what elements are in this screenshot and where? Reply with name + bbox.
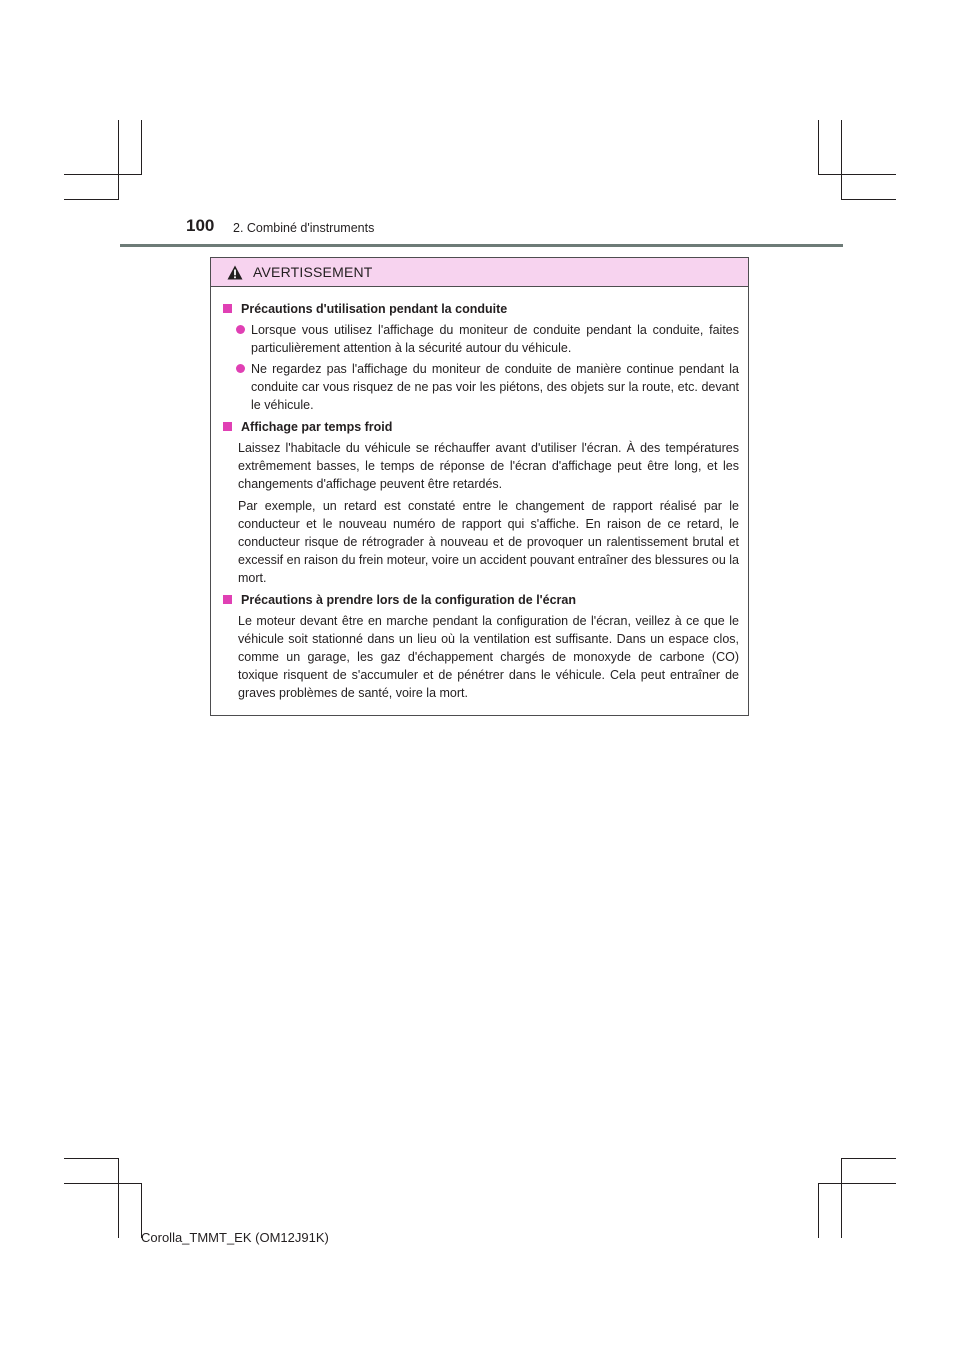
header-rule (120, 244, 843, 247)
square-bullet-icon (223, 304, 232, 313)
crop-mark (841, 1158, 896, 1159)
crop-mark (818, 120, 819, 175)
list-item: Lorsque vous utilisez l'affichage du moniteur de conduite pendant la conduite, faites particulièrement attention à la sécurité autour du véhicule. (220, 321, 739, 357)
chapter-title: 2. Combiné d'instruments (233, 221, 375, 235)
warning-box (210, 257, 749, 716)
crop-mark (64, 1183, 142, 1184)
section-cold-weather (220, 418, 739, 587)
crop-mark (818, 1183, 896, 1184)
paragraph: Par exemple, un retard est constaté entre le changement de rapport réalisé par le conducteur et le nouveau numéro de rapport qui s'affiche. En raison de ce retard, le conducteur risque de rétrograder à nouveau et de provoquer un ralentissement brutal et excessif en raison du frein moteur, voire un accident pouvant entraîner des blessures ou la mort. (238, 499, 739, 585)
section-title: Affichage par temps froid (220, 418, 739, 436)
crop-mark (64, 174, 142, 175)
square-bullet-icon (223, 422, 232, 431)
warning-title: AVERTISSEMENT (253, 264, 373, 280)
crop-mark (118, 120, 119, 200)
crop-mark (64, 1158, 119, 1159)
crop-mark (841, 120, 842, 200)
warning-triangle-icon (227, 265, 243, 280)
warning-body (211, 287, 748, 702)
paragraph: Laissez l'habitacle du véhicule se réchauffer avant d'utiliser l'écran. À des températures extrêmement basses, le temps de réponse de l'écran d'affichage peut être long, et les changements d'affichage peuvent être retardés. (238, 441, 739, 491)
circle-bullet-icon (236, 325, 245, 334)
crop-mark (818, 1183, 819, 1238)
section-screen-setup (220, 591, 739, 702)
page-number: 100 (186, 216, 215, 235)
section-driving-precautions (220, 300, 739, 414)
crop-mark (118, 1158, 119, 1238)
square-bullet-icon (223, 595, 232, 604)
list-item: Ne regardez pas l'affichage du moniteur de conduite de manière continue pendant la conduite car vous risquez de ne pas voir les piétons, des objets sur la route, etc. devant le véhicule. (220, 360, 739, 414)
paragraph: Le moteur devant être en marche pendant la configuration de l'écran, veillez à ce que le véhicule soit stationné dans un lieu où la ventilation est suffisante. Dans un espace clos, comme un garage, les gaz d'échappement chargés de monoxyde de carbone (CO) toxique risquent de s'accumuler et de pénétrer dans le véhicule. Cela peut entraîner de graves problèmes de santé, voire la mort. (238, 614, 739, 700)
crop-mark (841, 199, 896, 200)
warning-header (211, 258, 748, 287)
section-title: Précautions d'utilisation pendant la conduite (220, 300, 739, 318)
crop-mark (141, 120, 142, 175)
crop-mark (818, 174, 896, 175)
document-code: Corolla_TMMT_EK (OM12J91K) (141, 1230, 329, 1245)
crop-mark (64, 199, 119, 200)
section-title: Précautions à prendre lors de la configuration de l'écran (220, 591, 739, 609)
circle-bullet-icon (236, 364, 245, 373)
crop-mark (841, 1158, 842, 1238)
